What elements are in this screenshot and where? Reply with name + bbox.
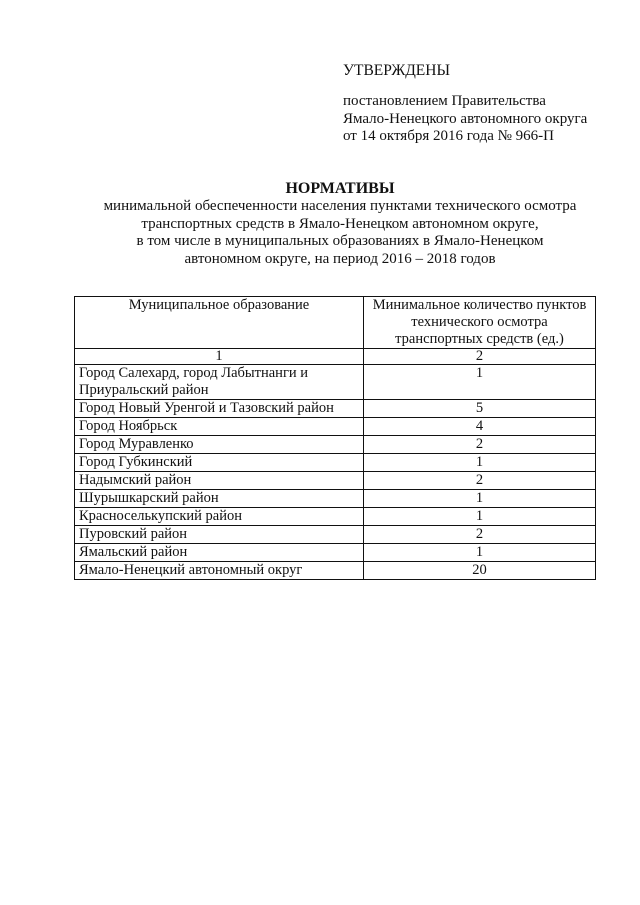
table-row bbox=[75, 472, 596, 490]
table-row bbox=[75, 454, 596, 472]
table-row bbox=[75, 562, 596, 580]
approval-line: от 14 октября 2016 года № 966-П bbox=[343, 128, 555, 144]
subtitle-line: в том числе в муниципальных образованиях в Ямало-Ненецком bbox=[136, 233, 544, 249]
municipality-name-cell: Город Губкинский bbox=[75, 454, 364, 472]
municipality-name-cell: Шурышкарский район bbox=[75, 490, 364, 508]
min-count-cell: 5 bbox=[364, 400, 596, 418]
municipality-name-cell: Город Новый Уренгой и Тазовский район bbox=[75, 400, 364, 418]
table-row bbox=[75, 365, 596, 400]
column-number-row bbox=[75, 349, 596, 365]
norms-table bbox=[74, 296, 596, 580]
approval-block bbox=[343, 62, 587, 146]
approval-line: постановлением Правительства bbox=[343, 93, 546, 109]
min-count-cell: 2 bbox=[364, 472, 596, 490]
column-header-min-count: Минимальное количество пунктов технического осмотра транспортных средств (ед.) bbox=[364, 297, 596, 349]
approval-heading: УТВЕРЖДЕНЫ bbox=[343, 62, 450, 79]
document-subtitle bbox=[60, 198, 620, 268]
table-row bbox=[75, 526, 596, 544]
municipality-name-cell: Красноселькупский район bbox=[75, 508, 364, 526]
column-number: 1 bbox=[75, 349, 364, 365]
municipality-name-cell: Город Салехард, город Лабытнанги и Приуральский район bbox=[75, 365, 364, 400]
document-title: НОРМАТИВЫ bbox=[285, 180, 395, 197]
table-row bbox=[75, 508, 596, 526]
min-count-cell: 2 bbox=[364, 526, 596, 544]
municipality-name-cell: Город Муравленко bbox=[75, 436, 364, 454]
min-count-cell: 2 bbox=[364, 436, 596, 454]
min-count-cell: 1 bbox=[364, 508, 596, 526]
column-number: 2 bbox=[364, 349, 596, 365]
min-count-cell: 1 bbox=[364, 365, 596, 400]
table-row bbox=[75, 400, 596, 418]
subtitle-line: минимальной обеспеченности населения пунктами технического осмотра bbox=[103, 198, 577, 214]
municipality-name-cell: Город Ноябрьск bbox=[75, 418, 364, 436]
subtitle-line: транспортных средств в Ямало-Ненецком автономном округе, bbox=[141, 215, 539, 232]
min-count-cell: 1 bbox=[364, 454, 596, 472]
min-count-cell: 1 bbox=[364, 544, 596, 562]
municipality-name-cell: Ямало-Ненецкий автономный округ bbox=[75, 562, 364, 580]
table-row bbox=[75, 418, 596, 436]
document-title-block bbox=[60, 180, 620, 268]
table-header-row bbox=[75, 297, 596, 349]
table-row bbox=[75, 544, 596, 562]
subtitle-line: автономном округе, на период 2016 – 2018 годов bbox=[184, 250, 496, 267]
municipality-name-cell: Пуровский район bbox=[75, 526, 364, 544]
min-count-cell: 1 bbox=[364, 490, 596, 508]
table-row bbox=[75, 436, 596, 454]
municipality-name-cell: Надымский район bbox=[75, 472, 364, 490]
min-count-cell: 4 bbox=[364, 418, 596, 436]
approval-line: Ямало-Ненецкого автономного округа bbox=[343, 110, 588, 127]
municipality-name-cell: Ямальский район bbox=[75, 544, 364, 562]
min-count-cell: 20 bbox=[364, 562, 596, 580]
column-header-municipality: Муниципальное образование bbox=[75, 297, 364, 349]
table-row bbox=[75, 490, 596, 508]
